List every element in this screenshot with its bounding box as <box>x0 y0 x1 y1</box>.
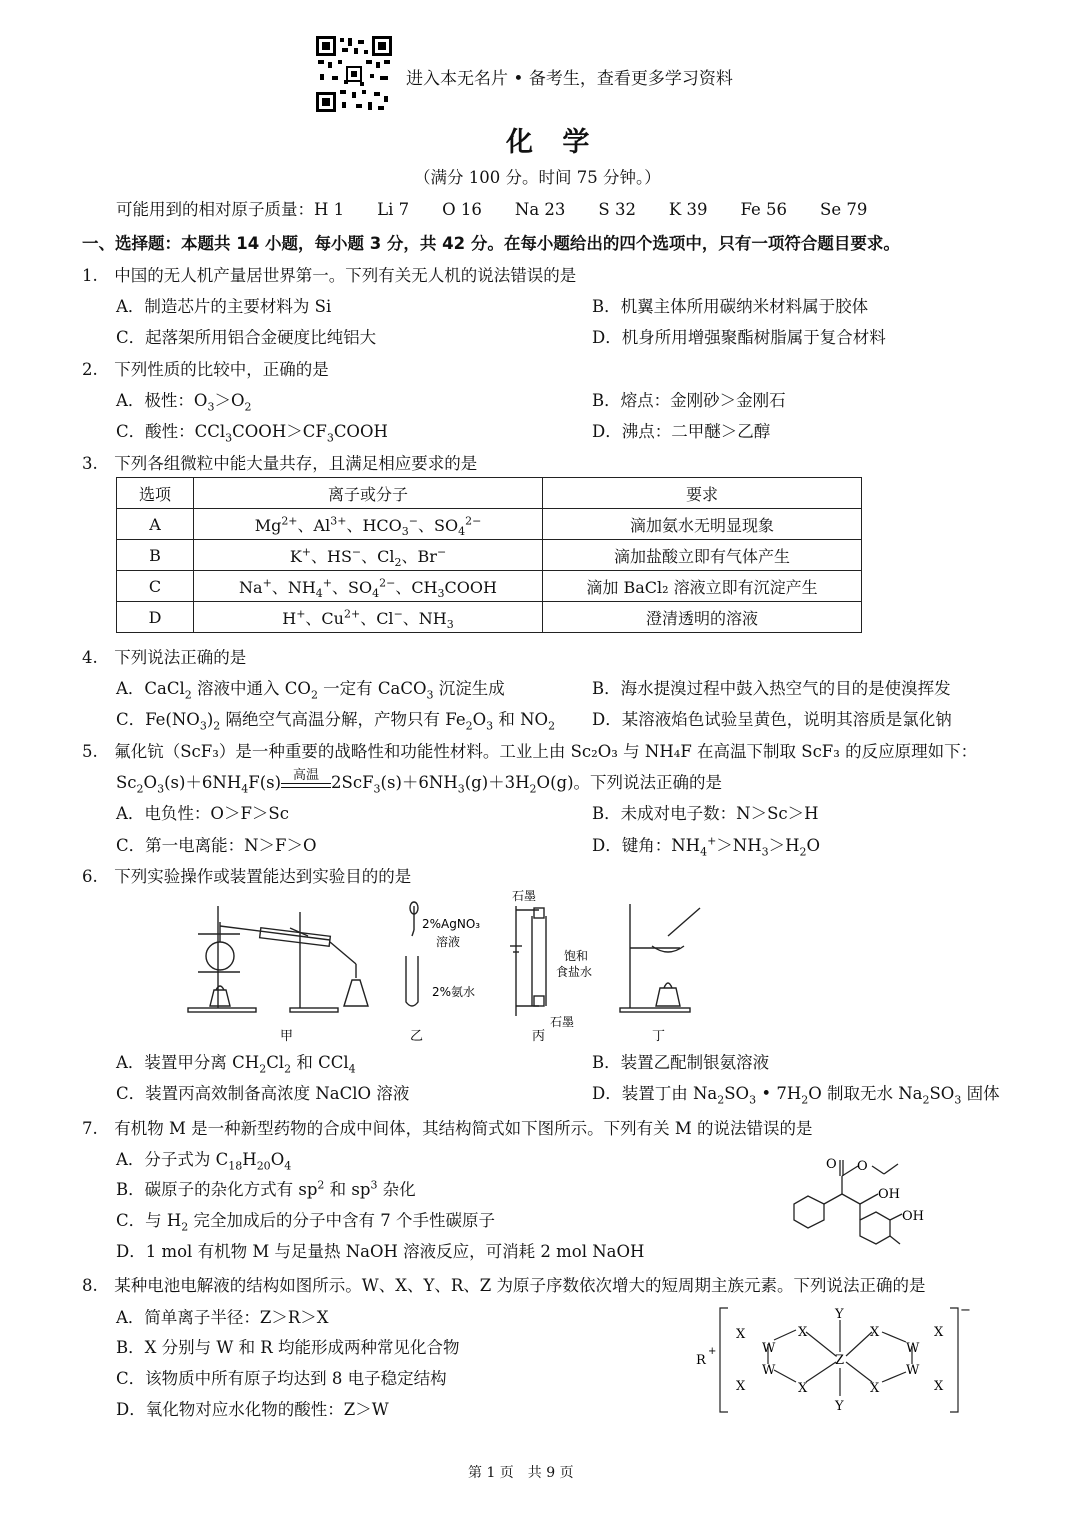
atom-x: X <box>934 1325 944 1340</box>
atom-r: R <box>696 1353 706 1368</box>
atom-w: W <box>906 1363 920 1378</box>
q5-option-c: C．第一电离能：N＞F＞O <box>116 836 317 855</box>
exam-title: 化 学 <box>506 127 600 158</box>
apparatus-jia-label: 甲 <box>280 1029 294 1044</box>
q4-option-a: A．CaCl$_2$ 溶液中通入 $CO_2$ 一定有 CaCO$_3$ 沉淀生成 <box>116 679 505 702</box>
q7-stem: 7. 有机物 M 是一种新型药物的合成中间体，其结构简式如下图所示。下列有关 M 的说法错误的是 <box>82 1119 813 1138</box>
ester-o-label: O <box>857 1159 868 1174</box>
q6-option-c: C．装置丙高效制备高浓度 NaClO 溶液 <box>116 1084 410 1103</box>
q7-option-a: A．分子式为 $C_{18}H_{20}O_4$ <box>116 1150 292 1173</box>
q4-option-c: C．$Fe(NO_3)_2$ 隔绝空气高温分解，产物只有 $Fe_2O_3$ 和 $NO_2$ <box>116 710 556 733</box>
q2-option-a: A．极性：$O_3>O_2$ <box>116 391 252 414</box>
requirement-cell: 滴加 BaCl₂ 溶液立即有沉淀产生 <box>543 571 862 602</box>
q8-stem: 8. 某种电池电解液的结构如图所示。W、X、Y、R、Z 为原子序数依次增大的短周期主族元素。下列说法正确的是 <box>82 1276 926 1295</box>
page-footer: 第 1 页 共 9 页 <box>468 1465 574 1481</box>
q7-option-c: C．与 $H_2$ 完全加成后的分子中含有 7 个手性碳原子 <box>116 1211 495 1234</box>
apparatus-bing-label: 丙 <box>532 1029 546 1044</box>
q6-option-b: B．装置乙配制银氨溶液 <box>592 1053 770 1072</box>
table-row <box>117 571 862 602</box>
atom-z: Z <box>835 1353 845 1368</box>
table-row <box>117 509 862 540</box>
q8-option-b: B．X 分别与 W 和 R 均能形成两种常见化合物 <box>116 1338 460 1357</box>
q4-option-d: D．某溶液焰色试验呈黄色，说明其溶质是氯化钠 <box>592 710 952 729</box>
table-row <box>117 602 862 633</box>
q2-stem: 2. 下列性质的比较中，正确的是 <box>82 360 329 379</box>
option-cell: A <box>117 509 194 540</box>
r-charge: + <box>708 1346 717 1357</box>
atom-x: X <box>798 1325 808 1340</box>
apparatus-yi-label: 乙 <box>410 1029 424 1044</box>
requirement-cell: 滴加氨水无明显现象 <box>543 509 862 540</box>
hydroxyl-2-label: OH <box>902 1209 924 1224</box>
q8-option-d: D．氧化物对应水化物的酸性：Z＞W <box>116 1400 389 1419</box>
atom-y: Y <box>835 1399 844 1414</box>
option-cell: C <box>117 571 194 602</box>
q7-option-b: B．碳原子的杂化方式有 $sp^2$ 和 $sp^3$ 杂化 <box>116 1178 416 1199</box>
q5-stem: 5. 氟化钪（ScF₃）是一种重要的战略性和功能性材料。工业上由 Sc₂O₃ 与 NH₄F 在高温下制取 ScF₃ 的反应原理如下： <box>82 742 978 761</box>
col-header: 要求 <box>543 478 862 509</box>
q1-option-c: C．起落架所用铝合金硬度比纯铝大 <box>116 328 377 347</box>
atom-x: X <box>736 1379 746 1394</box>
q1-option-b: B．机翼主体所用碳纳米材料属于胶体 <box>592 297 869 316</box>
anion-charge: − <box>960 1303 971 1318</box>
atom-x: X <box>870 1325 880 1340</box>
q6-option-d: D．装置丁由 $Na_2SO_3$ • $7H_2O$ 制取无水 $Na_2SO_3$ 固体 <box>592 1084 1000 1107</box>
atom-y: Y <box>835 1307 844 1322</box>
q1-option-d: D．机身所用增强聚酯树脂属于复合材料 <box>592 328 886 347</box>
q5-option-d: D．键角：$NH_4^+>NH_3>H_2O$ <box>592 834 821 859</box>
promo-text: 进入本无名片 • 备考生，查看更多学习资料 <box>406 69 733 89</box>
q8-option-a: A．简单离子半径：Z＞R＞X <box>116 1308 329 1327</box>
q4-option-b: B．海水提溴过程中鼓入热空气的目的是使溴挥发 <box>592 679 951 698</box>
table-header-row <box>117 478 862 509</box>
graphite-bottom-label: 石墨 <box>550 1015 575 1029</box>
species-cell: $Mg^{2+}$、$Al^{3+}$、$HCO_3^-$、$SO_4^{2-}$ <box>194 509 543 540</box>
q2-option-c: C．酸性：$CCl_3COOH>CF_3COOH$ <box>116 422 388 445</box>
q5-option-a: A．电负性：O＞F＞Sc <box>116 804 289 823</box>
col-header: 离子或分子 <box>194 478 543 509</box>
hydroxyl-1-label: OH <box>878 1187 900 1202</box>
atom-x: X <box>798 1381 808 1396</box>
atom-w: W <box>906 1341 920 1356</box>
q6-option-a: A．装置甲分离 $CH_2Cl_2$ 和 CCl$_4$ <box>116 1053 356 1076</box>
q2-option-b: B．熔点：金刚砂＞金刚石 <box>592 391 786 410</box>
option-cell: D <box>117 602 194 633</box>
q5-equation: $Sc_2O_3(s)+6NH_4F(s)$ 高温 $2ScF_3(s)+6NH_3(g)+3H_2O(g)$。下列说法正确的是 <box>116 769 722 793</box>
col-header: 选项 <box>117 478 194 509</box>
carbonyl-o-label: O <box>826 1157 837 1172</box>
q8-structure-figure <box>696 1300 976 1420</box>
reaction-condition: 高温 <box>293 767 320 783</box>
atom-x: X <box>736 1327 746 1342</box>
q5-option-b: B．未成对电子数：N＞Sc＞H <box>592 804 819 823</box>
agno3-label: 2%AgNO₃ <box>422 917 481 931</box>
species-cell: K+、HS−、$Cl_2$、Br− <box>194 540 543 571</box>
q7-structure-figure <box>780 1146 940 1256</box>
atom-x: X <box>870 1381 880 1396</box>
q6-apparatus-figure <box>180 886 720 1046</box>
brine-label: 饱和 <box>564 949 589 963</box>
q3-table <box>116 477 862 633</box>
agno3-label-2: 溶液 <box>436 935 461 949</box>
apparatus-ding-label: 丁 <box>652 1029 666 1044</box>
species-cell: Na+、$NH_4^+$、$SO_4^{2-}$、$CH_3COOH$ <box>194 571 543 602</box>
atom-x: X <box>934 1379 944 1394</box>
q8-option-c: C．该物质中所有原子均达到 8 电子稳定结构 <box>116 1369 447 1388</box>
q3-stem: 3. 下列各组微粒中能大量共存，且满足相应要求的是 <box>82 454 478 473</box>
q7-option-d: D．1 mol 有机物 M 与足量热 NaOH 溶液反应，可消耗 2 mol NaOH <box>116 1242 645 1261</box>
requirement-cell: 澄清透明的溶液 <box>543 602 862 633</box>
q4-stem: 4. 下列说法正确的是 <box>82 648 247 667</box>
qr-code <box>314 34 394 114</box>
graphite-top-label: 石墨 <box>512 889 537 903</box>
exam-subtitle: （满分 100 分。时间 75 分钟。） <box>414 168 661 187</box>
ammonia-label: 2%氨水 <box>432 985 476 999</box>
atom-w: W <box>762 1341 776 1356</box>
table-row <box>117 540 862 571</box>
species-cell: H+、$Cu^{2+}$、Cl−、$NH_3$ <box>194 602 543 633</box>
requirement-cell: 滴加盐酸立即有气体产生 <box>543 540 862 571</box>
section-heading: 一、选择题：本题共 14 小题，每小题 3 分，共 42 分。在每小题给出的四个选项中，只有一项符合题目要求。 <box>82 234 900 253</box>
atom-w: W <box>762 1363 776 1378</box>
brine-label-2: 食盐水 <box>556 965 593 979</box>
q6-stem: 6. 下列实验操作或装置能达到实验目的的是 <box>82 867 412 886</box>
atomic-masses: 可能用到的相对原子质量：H 1 Li 7 O 16 Na 23 S 32 K 39 Fe 56 Se 79 <box>116 200 868 219</box>
option-cell: B <box>117 540 194 571</box>
q2-option-d: D．沸点：二甲醚＞乙醇 <box>592 422 771 441</box>
q1-stem: 1. 中国的无人机产量居世界第一。下列有关无人机的说法错误的是 <box>82 266 577 285</box>
q1-option-a: A．制造芯片的主要材料为 Si <box>116 297 332 316</box>
